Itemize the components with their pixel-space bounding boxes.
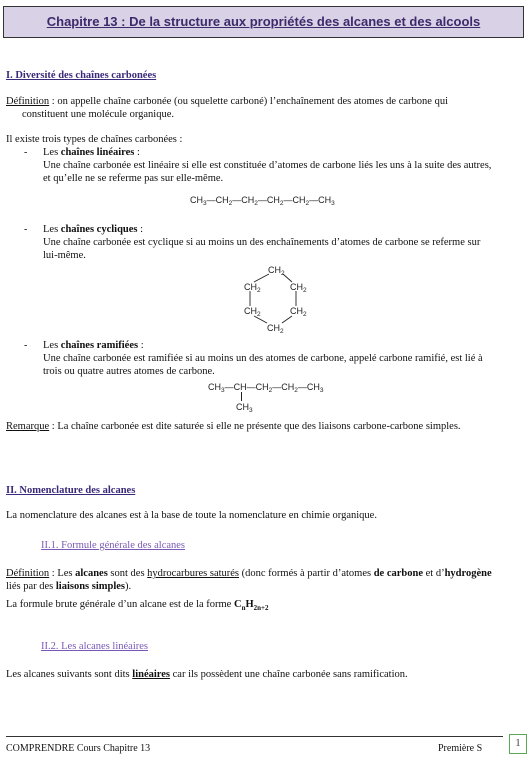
bullet-dash: - [24,340,28,351]
page-number: 1 [509,734,527,754]
def-label: Définition [6,568,50,579]
page-title: Chapitre 13 : De la structure aux propriétés des alcanes et des alcools [46,14,481,29]
term-liaisons: liaisons simples [55,581,126,592]
term-hydrocarbures: hydrocarbures saturés [147,568,240,579]
footer-left: COMPRENDRE Cours Chapitre 13 [6,743,151,754]
cyc-prefix: Les [43,224,61,235]
bullet-dash: - [24,147,28,158]
term-carbone: de carbone [373,568,424,579]
cyc-line-1: Une chaîne carbonée est cyclique si au moins un des enchaînements d’atomes de carbone se referme sur [43,237,481,248]
cyc-suffix: : [137,224,144,235]
ring-ch2-lower-right: $CH_2$ [290,306,307,318]
definition-paragraph [6,95,521,121]
term-hydrogene: hydrogène [444,568,492,579]
cyc-line-2: lui-même. [43,250,86,261]
definition-label: Définition [6,96,50,107]
ram-prefix: Les [43,340,61,351]
lin-term: chaînes linéaires [60,147,135,158]
linear-chains-item [43,146,523,185]
lin-line-1: Une chaîne carbonée est linéaire si elle est constituée d’atomes de carbone liés les uns à la suite des autres, [43,160,492,171]
section-2-heading: II. Nomenclature des alcanes [6,485,136,496]
ring-ch2-upper-left: $CH_2$ [244,282,261,294]
types-intro: Il existe trois types de chaînes carbonées : [6,134,183,145]
bullet-dash: - [24,224,28,235]
ring-ch2-top: $CH_2$ [268,265,285,277]
subsection-2-2-heading: II.2. Les alcanes linéaires [41,641,148,652]
definition-text-2: constituent une molécule organique. [22,109,175,120]
cyc-term: chaînes cycliques [60,224,138,235]
ram-term: chaînes ramifiées [60,340,139,351]
remark-label: Remarque [6,421,50,432]
alcanes-definition: Définition : Les alcanes sont des hydrocarbures saturés (donc formés à partir d’atomes de carbone et d’hydrogène liés par des liaisons simples). [6,568,492,592]
lin-suffix: : [134,147,140,158]
term-alcanes: alcanes [75,568,108,579]
section-1-heading: I. Diversité des chaînes carbonées [6,70,157,81]
cyclohexane-diagram [240,262,310,334]
ram-suffix: : [138,340,144,351]
branched-chains-item [43,339,523,378]
ring-ch2-lower-left: $CH_2$ [244,306,261,318]
cyclic-chains-item [43,223,523,262]
branched-formula: $CH_3—CH—CH_2—CH_2—CH_3$ [208,382,324,394]
lin-prefix: Les [43,147,61,158]
branch-methyl: $CH_3$ [236,402,253,414]
subsection-2-1-heading: II.1. Formule générale des alcanes [41,540,186,551]
ram-line-2: trois ou quatre autres atomes de carbone. [43,366,215,377]
footer-right: Première S [438,743,483,754]
linear-alcanes-text: Les alcanes suivants sont dits linéaires car ils possèdent une chaîne carbonée sans ramification. [6,669,408,680]
ring-bond [254,274,269,282]
footer-rule [6,736,503,737]
title-banner [3,6,524,38]
ring-ch2-bottom: $CH_2$ [267,323,284,334]
linear-hexane-formula: $CH_3—CH_2—CH_2—CH_2—CH_2—CH_3$ [190,195,335,207]
definition-text: : on appelle chaîne carbonée (ou squelette carboné) l’enchaînement des atomes de carbone qui [49,96,448,107]
nomenclature-intro: La nomenclature des alcanes est à la base de toute la nomenclature en chimie organique. [6,510,377,521]
remark-text: : La chaîne carbonée est dite saturée si elle ne présente que des liaisons carbone-carbone simples. [49,421,461,432]
ram-line-1: Une chaîne carbonée est ramifiée si au moins un des atomes de carbone, appelé carbone ramifié, est lié à [43,353,483,364]
remark-paragraph [6,420,521,433]
general-formula-line: La formule brute générale d’un alcane est de la forme $C_nH_{2n+2}$ [6,599,269,613]
branch-bond [241,392,242,401]
ring-bond [282,316,292,323]
lin-line-2: et qu’elle ne se referme pas sur elle-même. [43,173,224,184]
term-lineaires: linéaires [132,669,171,680]
ring-ch2-upper-right: $CH_2$ [290,282,307,294]
